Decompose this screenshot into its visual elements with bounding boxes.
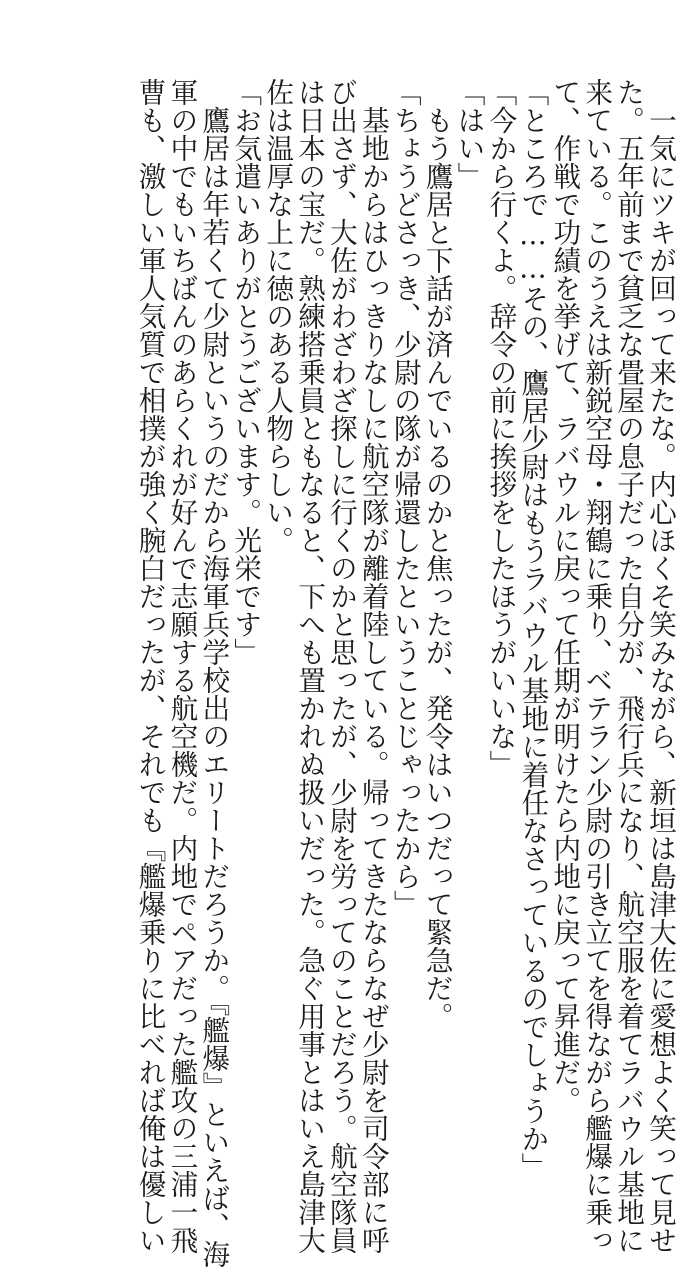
text-line: 「ところで……その、鷹居少尉はもうラバウル基地に着任なさっているのでしょうか」 bbox=[516, 78, 550, 1181]
text-line: 「ちょうどさっき、少尉の隊が帰還したということじゃったから」 bbox=[388, 78, 422, 918]
text-line: 佐は温厚な上に徳のある人物らしい。 bbox=[261, 78, 295, 554]
text-line: 基地からはひっきりなしに航空隊が離着陸している。帰ってきたならなぜ少尉を司令部に呼 bbox=[356, 105, 390, 1254]
text-line: 軍の中でもいちばんのあらくれが好んで志願する航空機だ。内地でペアだった艦攻の三浦一飛 bbox=[165, 78, 199, 1254]
text-line: び出さず、大佐がわざわざ探しに行くのかと思ったが、少尉を労ってのことだろう。航空隊員 bbox=[324, 78, 358, 1254]
text-line: た。五年前まで貧乏な畳屋の息子だった自分が、飛行兵になり、航空服を着てラバウル基地に bbox=[612, 78, 646, 1254]
text-line: 「今から行くよ。辞令の前に挨拶をしたほうがいいな」 bbox=[484, 78, 518, 778]
text-line: 来ている。このうえは新鋭空母・翔鶴に乗り、ベテラン少尉の引き立てを得ながら艦爆に乗っ bbox=[580, 78, 614, 1254]
text-line: 「お気遣いありがとうございます。光栄です」 bbox=[229, 78, 263, 666]
text-line: は日本の宝だ。熟練搭乗員ともなると、下へも置かれぬ扱いだった。急ぐ用事とはいえ島津大 bbox=[293, 78, 327, 1254]
text-line: もう鷹居と下話が済んでいるのかと焦ったが、発令はいつだって緊急だ。 bbox=[420, 105, 454, 1030]
text-line: 「はい」 bbox=[452, 78, 486, 190]
vertical-text-body bbox=[133, 78, 677, 1268]
text-line: 曹も、激しい軍人気質で相撲が強く腕白だったが、それでも『艦爆乗りに比べれば俺は優しい bbox=[133, 78, 167, 1254]
text-line: 鷹居は年若くて少尉というのだから海軍兵学校出のエリートだろうか。『艦爆』といえば、海 bbox=[197, 105, 231, 1268]
text-line: 一気にツキが回って来たな。内心ほくそ笑みながら、新垣は島津大佐に愛想よく笑って見せ bbox=[644, 105, 677, 1254]
text-line: て、作戦で功績を挙げて、ラバウルに戻って任期が明けたら内地に戻って昇進だ。 bbox=[548, 78, 582, 1114]
